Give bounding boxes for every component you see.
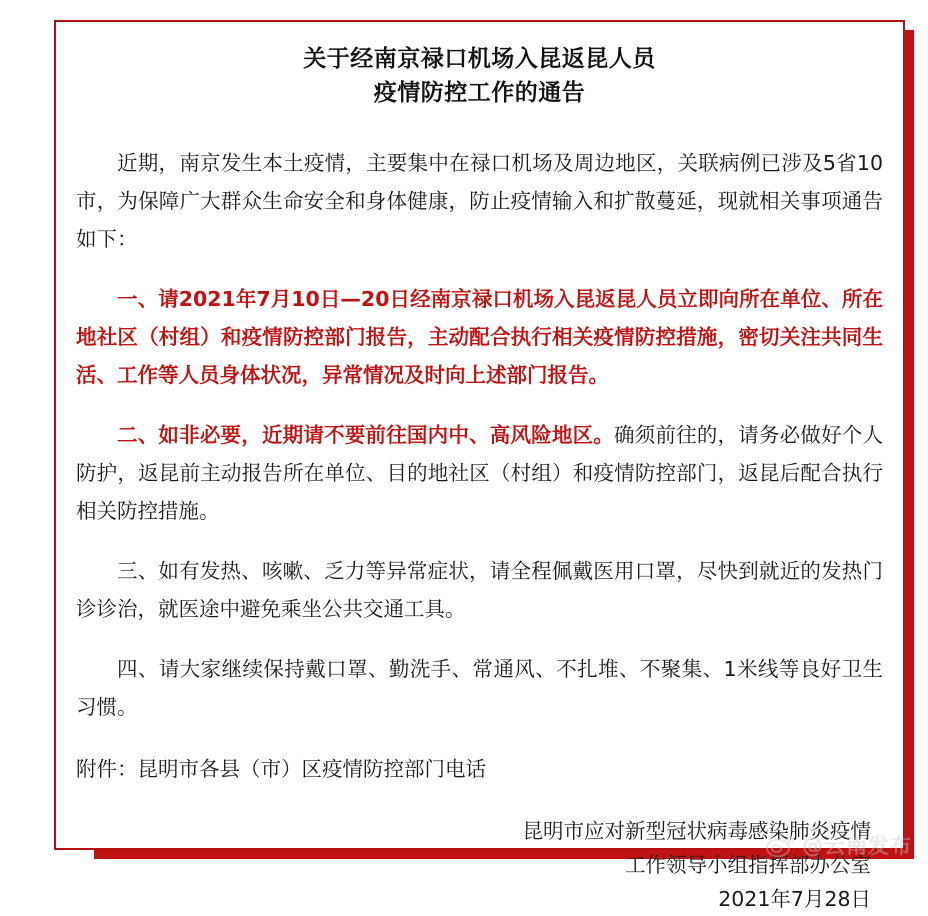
paragraph-item-2 (76, 416, 883, 530)
paragraph-item-2-highlight: 二、如非必要，近期请不要前往国内中、高风险地区。 (117, 423, 614, 447)
paragraph-item-2-rest: 确须前往的，请务必做好个人防护，返昆前主动报告所在单位、目的地社区（村组）和疫情防控部门，返昆后配合执行相关防控措施。 (76, 423, 883, 523)
page-title (76, 42, 883, 110)
signature-issuer-line-2: 工作领导小组指挥部办公室 (625, 853, 871, 877)
paragraph-item-1: 一、请2021年7月10日—20日经南京禄口机场入昆返昆人员立即向所在单位、所在地社区（村组）和疫情防控部门报告，主动配合执行相关疫情防控措施，密切关注共同生活、工作等人员身体状况，异常情况及时向上述部门报告。 (76, 287, 883, 387)
signature-issuer-line-1: 昆明市应对新型冠状病毒感染肺炎疫情 (522, 819, 871, 843)
notice-body (54, 20, 905, 911)
frame-accent-bar-right (904, 30, 914, 850)
signature-date: 2021年7月28日 (718, 887, 871, 911)
attachment-line: 附件：昆明市各县（市）区疫情防控部门电话 (76, 757, 486, 781)
paragraph-intro: 近期，南京发生本土疫情，主要集中在禄口机场及周边地区，关联病例已涉及5省10市，为保障广大群众生命安全和身体健康，防止疫情输入和扩散蔓延，现就相关事项通告如下： (76, 151, 883, 251)
notice-document-frame (54, 20, 905, 911)
watermark-handle: @云南发布 (802, 834, 912, 858)
page-title-line-1: 关于经南京禄口机场入昆返昆人员 (303, 46, 656, 72)
signature-block (76, 814, 883, 916)
paragraph-item-3: 三、如有发热、咳嗽、乏力等异常症状，请全程佩戴医用口罩，尽快到就近的发热门诊诊治，就医途中避免乘坐公共交通工具。 (76, 559, 883, 621)
page-title-line-2: 疫情防控工作的通告 (373, 80, 586, 106)
paragraph-item-4: 四、请大家继续保持戴口罩、勤洗手、常通风、不扎堆、不聚集、1米线等良好卫生习惯。 (76, 657, 883, 719)
